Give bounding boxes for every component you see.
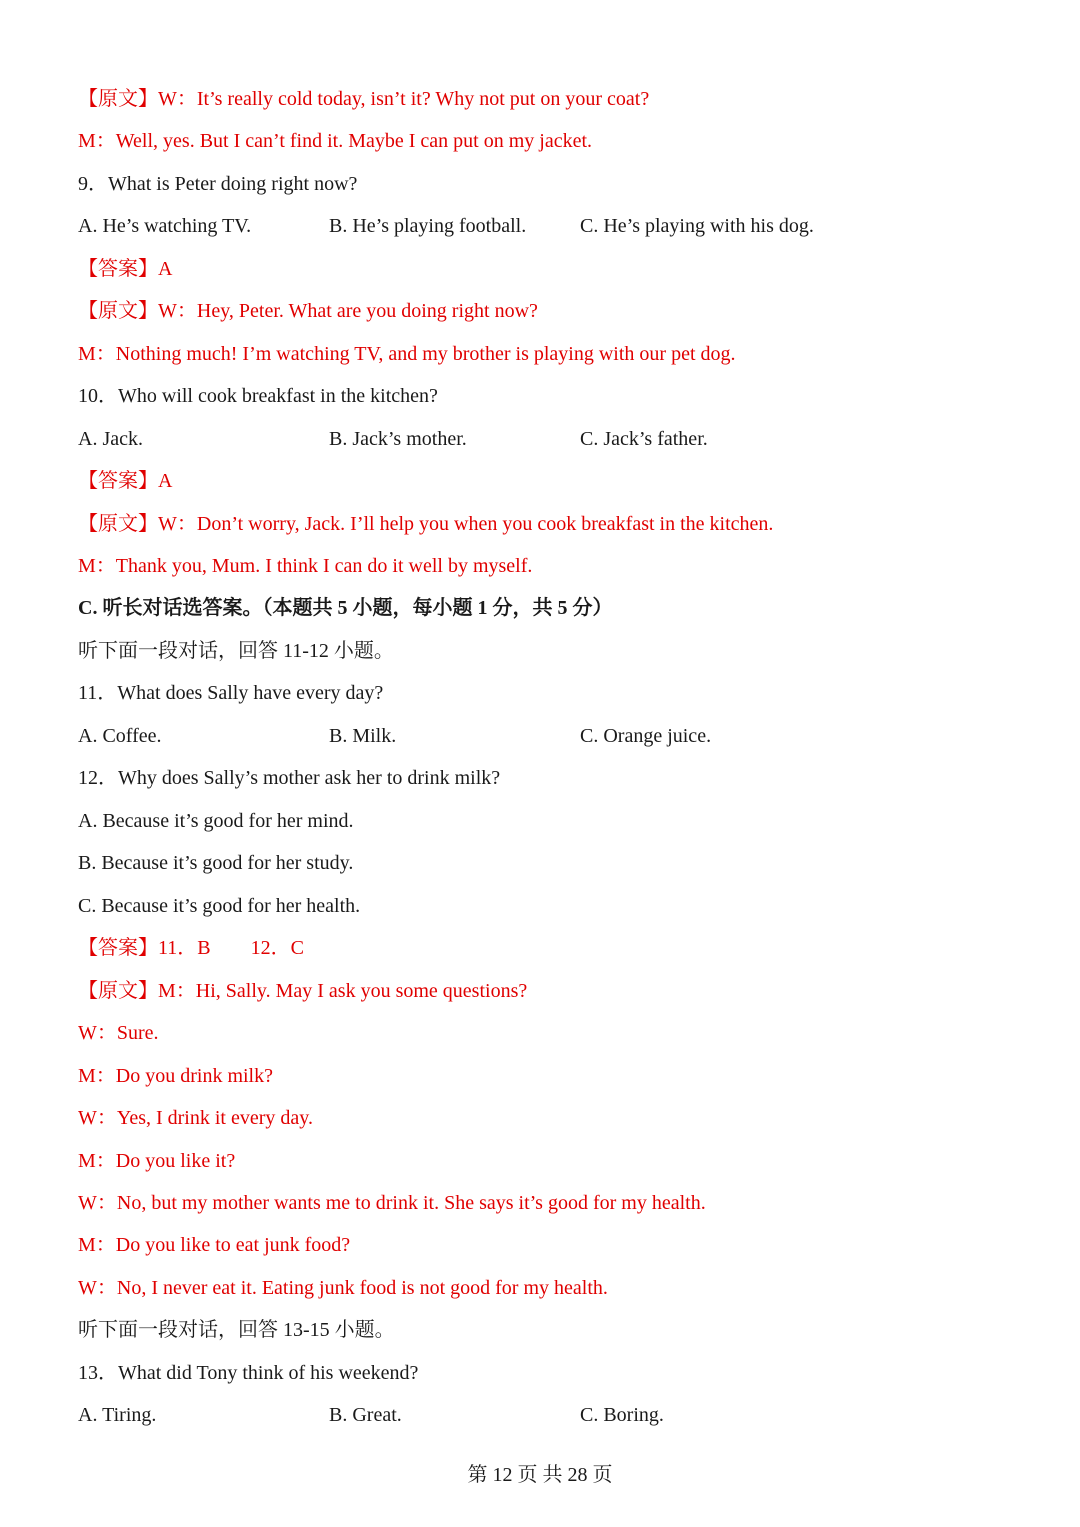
option-13a: A. Tiring.	[78, 1404, 157, 1426]
option-11b: B. Milk.	[329, 725, 397, 747]
question-9: 9．What is Peter doing right now?	[78, 173, 358, 195]
option-10b: B. Jack’s mother.	[329, 428, 467, 450]
option-12a: A. Because it’s good for her mind.	[78, 810, 354, 832]
question-10: 10．Who will cook breakfast in the kitchen?	[78, 385, 438, 407]
option-11c: C. Orange juice.	[580, 725, 712, 747]
option-13b: B. Great.	[329, 1404, 402, 1426]
transcript-line: M：Well, yes. But I can’t find it. Maybe I can put on my jacket.	[78, 130, 593, 152]
answer-11-12: 【答案】11．B 12．C	[78, 937, 304, 959]
transcript-line: M：Thank you, Mum. I think I can do it well by myself.	[78, 555, 533, 577]
option-11a: A. Coffee.	[78, 725, 162, 747]
dialogue-intro: 听下面一段对话，回答 11-12 小题。	[78, 640, 394, 662]
option-10c: C. Jack’s father.	[580, 428, 708, 450]
option-9a: A. He’s watching TV.	[78, 215, 252, 237]
option-12b: B. Because it’s good for her study.	[78, 852, 354, 874]
option-10a: A. Jack.	[78, 428, 143, 450]
transcript-line: W：Yes, I drink it every day.	[78, 1107, 313, 1129]
question-11: 11．What does Sally have every day?	[78, 682, 384, 704]
transcript-line: M：Do you like to eat junk food?	[78, 1234, 351, 1256]
option-13c: C. Boring.	[580, 1404, 664, 1426]
question-12: 12．Why does Sally’s mother ask her to drink milk?	[78, 767, 501, 789]
section-c-heading: C. 听长对话选答案。（本题共 5 小题，每小题 1 分，共 5 分）	[78, 597, 613, 619]
transcript-line: 【原文】W：Hey, Peter. What are you doing right now?	[78, 300, 538, 322]
transcript-line: W：No, I never eat it. Eating junk food is not good for my health.	[78, 1277, 608, 1299]
option-12c: C. Because it’s good for her health.	[78, 895, 361, 917]
question-13: 13．What did Tony think of his weekend?	[78, 1362, 419, 1384]
page-footer: 第 12 页 共 28 页	[467, 1464, 613, 1486]
answer-10: 【答案】A	[78, 470, 173, 492]
answer-9: 【答案】A	[78, 258, 173, 280]
transcript-line: 【原文】W：Don’t worry, Jack. I’ll help you when you cook breakfast in the kitchen.	[78, 513, 774, 535]
transcript-line: 【原文】W：It’s really cold today, isn’t it? Why not put on your coat?	[78, 88, 650, 110]
dialogue-intro: 听下面一段对话，回答 13-15 小题。	[78, 1319, 395, 1341]
option-9b: B. He’s playing football.	[329, 215, 527, 237]
transcript-line: M：Do you drink milk?	[78, 1065, 273, 1087]
option-9c: C. He’s playing with his dog.	[580, 215, 814, 237]
transcript-line: M：Nothing much! I’m watching TV, and my brother is playing with our pet dog.	[78, 343, 736, 365]
transcript-line: M：Do you like it?	[78, 1150, 236, 1172]
transcript-line: W：Sure.	[78, 1022, 159, 1044]
transcript-line: W：No, but my mother wants me to drink it. She says it’s good for my health.	[78, 1192, 706, 1214]
transcript-line: 【原文】M：Hi, Sally. May I ask you some questions?	[78, 980, 528, 1002]
